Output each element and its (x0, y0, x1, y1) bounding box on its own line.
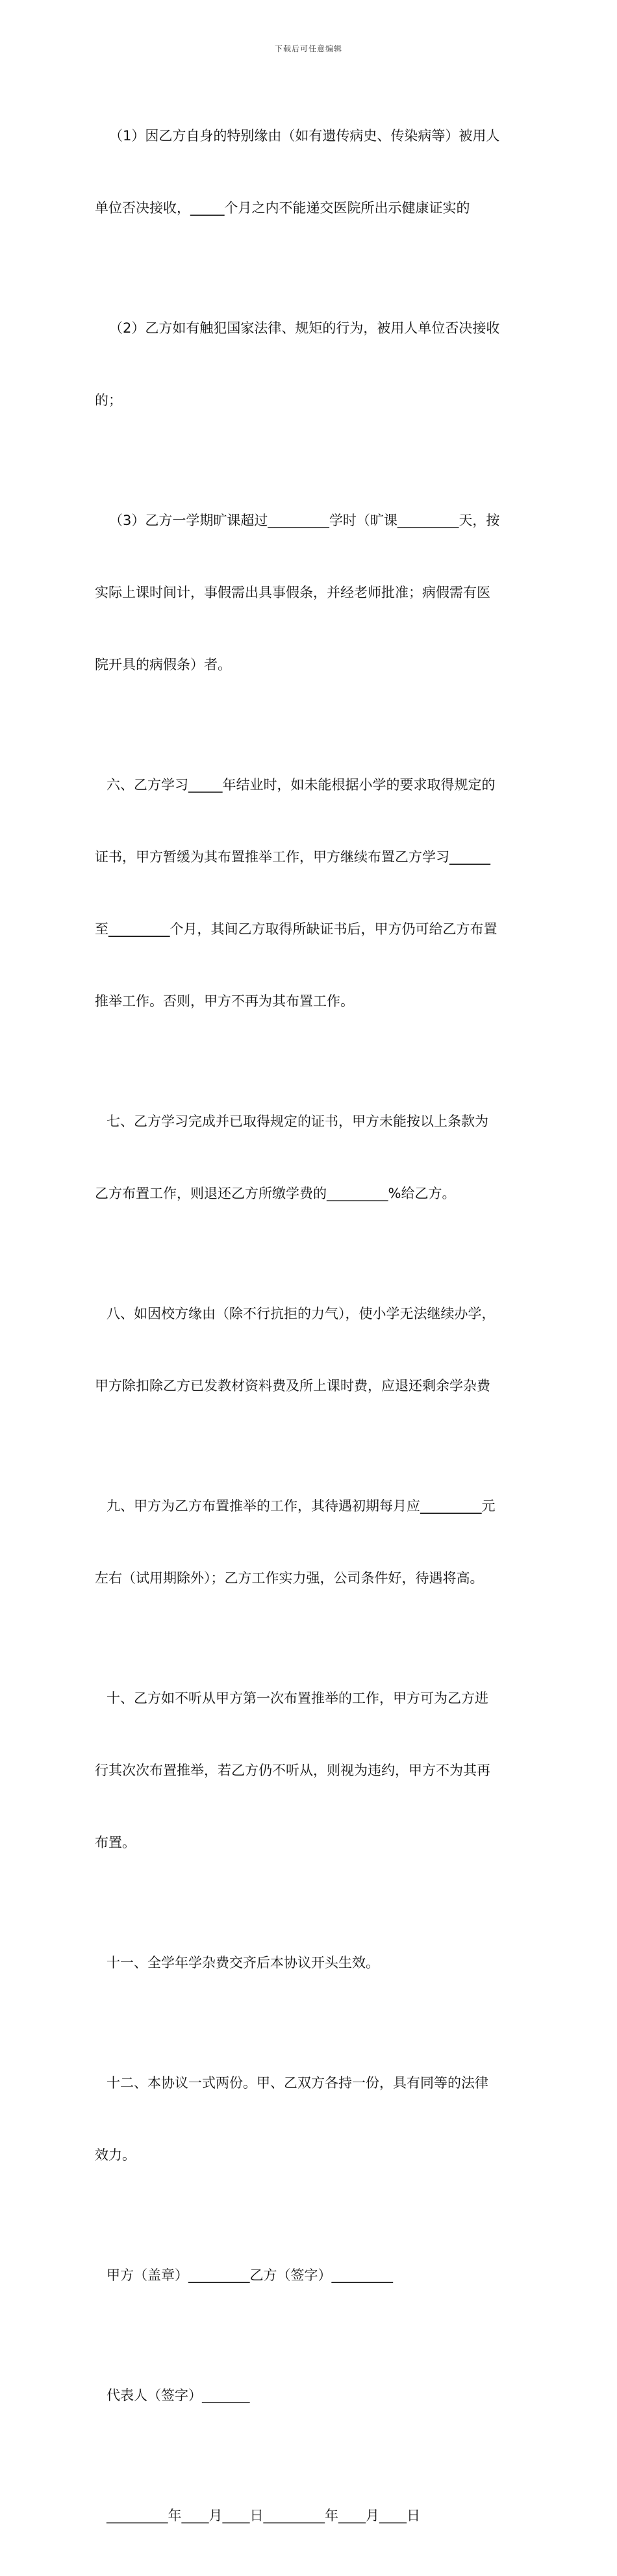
text-line: 实际上课时间计，事假需出具事假条，并经老师批准；病假需有医 (95, 585, 490, 600)
text-line: 六、乙方学习_____年结业时，如未能根据小学的要求取得规定的 (107, 777, 496, 793)
clause-8 (95, 1254, 530, 1446)
text-line: 代表人（签字）_______ (107, 2388, 250, 2403)
text-line: 十一、全学年学杂费交齐后本协议开头生效。 (107, 1955, 379, 1970)
signature-representative (95, 2336, 530, 2456)
text-line: （3）乙方一学期旷课超过_________学时（旷课_________天，按 (109, 513, 500, 528)
page-header: 下载后可任意编辑 (274, 44, 342, 53)
text-line: 效力。 (95, 2147, 136, 2163)
text-line: （1）因乙方自身的特别缘由（如有遗传病史、传染病等）被用人 (109, 128, 500, 144)
text-line: 九、甲方为乙方布置推举的工作，其待遇初期每月应_________元 (107, 1498, 496, 1514)
text-line: 的； (95, 392, 122, 408)
clause-10 (95, 1639, 530, 1903)
text-line: 院开具的病假条）者。 (95, 657, 231, 672)
text-line: 单位否决接收，_____个月之内不能递交医院所出示健康证实的 (95, 200, 470, 216)
signature-parties (95, 2215, 530, 2336)
text-line: 左右（试用期除外）；乙方工作实力强，公司条件好，待遇将高。 (95, 1570, 484, 1586)
text-line: 至_________个月，其间乙方取得所缺证书后，甲方仍可给乙方布置 (95, 921, 497, 937)
text-line: 十二、本协议一式两份。甲、乙双方各持一份，具有同等的法律 (107, 2075, 488, 2091)
text-line: 推举工作。否则，甲方不再为其布置工作。 (95, 993, 354, 1009)
text-line: 七、乙方学习完成并已取得规定的证书，甲方未能按以上条款为 (107, 1114, 488, 1129)
text-line: （2）乙方如有触犯国家法律、规矩的行为，被用人单位否决接收 (109, 320, 500, 336)
text-line: _________年____月____日_________年____月____日 (107, 2508, 420, 2523)
signature-dates (95, 2456, 530, 2576)
clause-9 (95, 1446, 530, 1639)
clause-5-3 (95, 461, 530, 725)
text-line: 证书，甲方暂缓为其布置推举工作，甲方继续布置乙方学习______ (95, 849, 490, 865)
clause-6 (95, 725, 530, 1062)
clause-5-2 (95, 268, 530, 461)
text-line: 十、乙方如不听从甲方第一次布置推举的工作，甲方可为乙方进 (107, 1690, 488, 1706)
clause-12 (95, 2023, 530, 2215)
text-line: 甲方除扣除乙方已发教材资料费及所上课时费，应退还剩余学杂费 (95, 1378, 490, 1394)
text-line: 甲方（盖章）_________乙方（签字）_________ (107, 2267, 393, 2283)
text-line: 乙方布置工作，则退还乙方所缴学费的_________%给乙方。 (95, 1186, 456, 1201)
text-line: 八、如因校方缘由（除不行抗拒的力气），使小学无法继续办学， (107, 1306, 496, 1321)
clause-7 (95, 1062, 530, 1254)
clause-11 (95, 1903, 530, 2023)
text-line: 布置。 (95, 1835, 136, 1850)
clause-5-1 (95, 76, 530, 268)
document-body (95, 76, 530, 2576)
text-line: 行其次次布置推举，若乙方仍不听从，则视为违约，甲方不为其再 (95, 1763, 490, 1778)
